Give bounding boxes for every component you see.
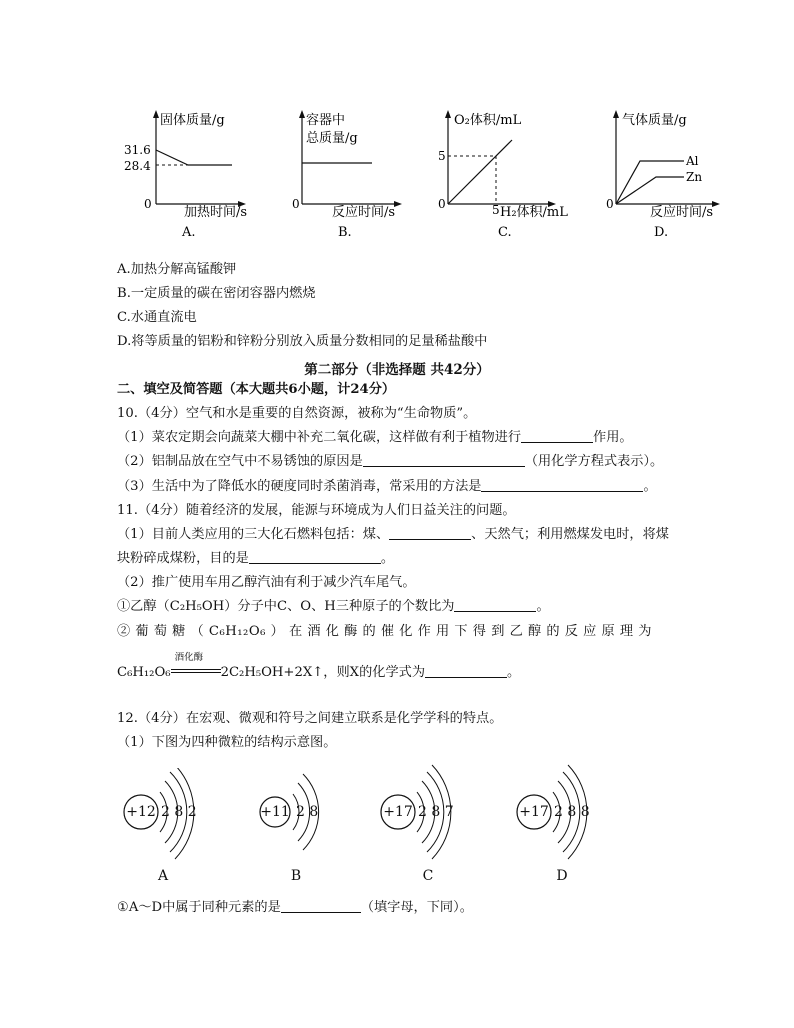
- graph-a-ylabel: 固体质量/g: [160, 113, 225, 128]
- graph-b: [286, 108, 416, 243]
- q11-sub2: （2）推广使用车用乙醇汽油有利于减少汽车尾气。: [117, 575, 416, 590]
- q10-stem: 10.（4分）空气和水是重要的自然资源，被称为“生命物质”。: [117, 406, 477, 421]
- answer-blank[interactable]: [281, 900, 361, 913]
- graph-b-caption: B.: [338, 225, 352, 240]
- q12-stem: 12.（4分）在宏观、微观和符号之间建立联系是化学学科的特点。: [117, 711, 503, 726]
- graph-d-line1: Al: [686, 154, 699, 168]
- q10-sub2: （2）铝制品放在空气中不易锈蚀的原因是 （用化学方程式表示）。: [117, 454, 664, 469]
- q12-sub1: （1）下图为四种微粒的结构示意图。: [117, 735, 337, 750]
- q11-item2: ② 葡 萄 糖 （ C₆H₁₂O₆ ） 在 酒 化 酶 的 催 化 作 用 下 得 到 乙 醇 的 反 应 原 理 为: [117, 624, 652, 639]
- q11-equation: C₆H₁₂O₆ 酒化酶 2C₂H₅OH+2X↑，则X的化学式为 。: [117, 652, 521, 680]
- option-c: C.水通直流电: [117, 310, 197, 325]
- graph-b-origin: 0: [292, 197, 300, 211]
- graph-a-yhigh: 31.6: [124, 143, 151, 157]
- particle-b: +11 2 8 B: [254, 768, 364, 888]
- q10-sub1: （1）菜农定期会向蔬菜大棚中补充二氧化碳，这样做有利于植物进行 作用。: [117, 430, 633, 445]
- graph-a-caption: A.: [182, 225, 196, 240]
- graph-c-tick-x: 5: [492, 203, 500, 217]
- graph-a-ylow: 28.4: [124, 159, 151, 173]
- graph-a: [120, 108, 270, 243]
- answer-blank[interactable]: [249, 551, 381, 564]
- q11-item1: ①乙醇（C₂H₅OH）分子中C、O、H三种原子的个数比为 。: [117, 599, 550, 614]
- particle-c: +17 2 8 7 C: [376, 762, 496, 888]
- q12-item1: ①A～D中属于同种元素的是 （填字母，下同）。: [117, 900, 473, 915]
- graph-d-xlabel: 反应时间/s: [650, 205, 714, 220]
- graph-a-origin: 0: [144, 197, 152, 211]
- graph-c-origin: 0: [438, 197, 446, 211]
- graph-c-caption: C.: [498, 225, 512, 240]
- graph-d-line2: Zn: [686, 170, 703, 184]
- answer-blank[interactable]: [389, 527, 471, 540]
- graph-c-ylabel: O₂体积/mL: [454, 113, 522, 128]
- answer-blank[interactable]: [481, 479, 643, 492]
- graph-c-tick-y: 5: [438, 149, 446, 163]
- graph-d-caption: D.: [654, 225, 669, 240]
- graph-b-ylabel-2: 总质量/g: [306, 131, 358, 146]
- particle-d: +17 2 8 8 D: [512, 762, 632, 888]
- graph-c-xlabel: H₂体积/mL: [500, 205, 568, 220]
- q11-sub1-line1: （1）目前人类应用的三大化石燃料包括：煤、 、天然气；利用燃煤发电时，将煤: [117, 527, 669, 542]
- answer-blank[interactable]: [521, 430, 593, 443]
- q10-sub3: （3）生活中为了降低水的硬度同时杀菌消毒，常采用的方法是 。: [117, 479, 657, 494]
- graph-d-origin: 0: [606, 197, 614, 211]
- answer-blank[interactable]: [454, 599, 536, 612]
- q11-stem: 11.（4分）随着经济的发展，能源与环境成为人们日益关注的问题。: [117, 503, 516, 518]
- graph-b-xlabel: 反应时间/s: [332, 205, 396, 220]
- part-title: 第二部分（非选择题 共42分）: [304, 362, 490, 378]
- q11-sub1-line2: 块粉碎成煤粉，目的是 。: [117, 551, 395, 566]
- answer-blank[interactable]: [363, 454, 525, 467]
- option-b: B.一定质量的碳在密闭容器内燃烧: [117, 286, 316, 301]
- option-a: A.加热分解高锰酸钾: [117, 262, 237, 277]
- option-d: D.将等质量的铝粉和锌粉分别放入质量分数相同的足量稀盐酸中: [117, 334, 488, 349]
- graph-d-ylabel: 气体质量/g: [622, 113, 687, 128]
- answer-blank[interactable]: [425, 665, 507, 678]
- particle-a: +12 2 8 2 A: [118, 768, 228, 888]
- section-title: 二、填空及简答题（本大题共6小题，计24分）: [117, 382, 396, 397]
- graph-a-xlabel: 加热时间/s: [184, 205, 248, 220]
- graph-d: [604, 108, 734, 243]
- graph-b-ylabel-1: 容器中: [306, 113, 346, 128]
- graph-c: [436, 108, 586, 243]
